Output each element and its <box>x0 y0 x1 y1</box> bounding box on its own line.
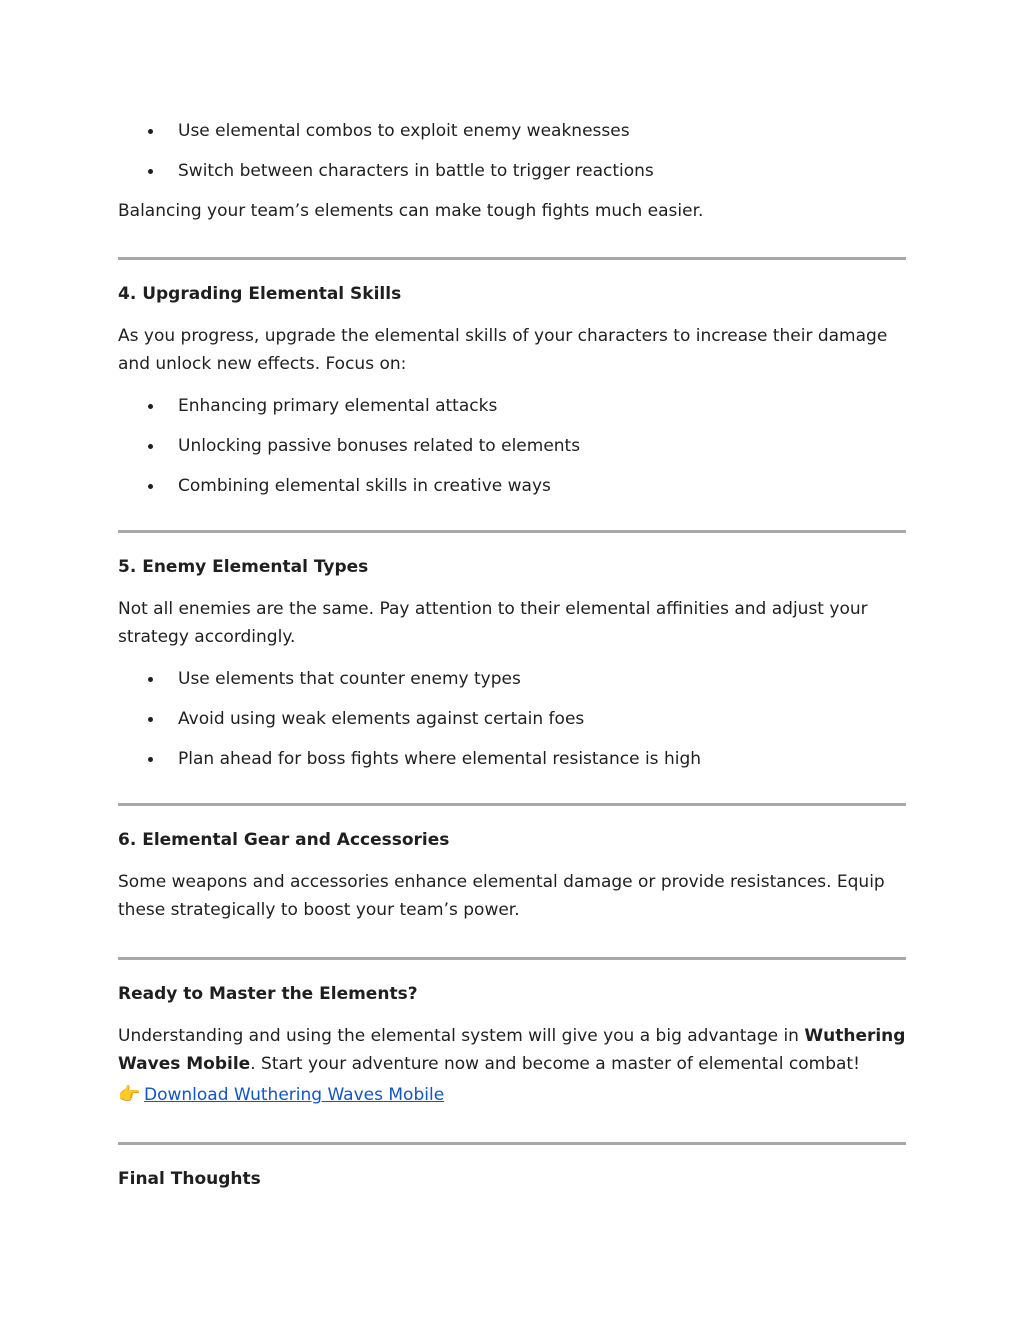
section-paragraph: Some weapons and accessories enhance elemental damage or provide resistances. Equip these strategically to boost your team’s power. <box>118 872 885 920</box>
section-heading: 6. Elemental Gear and Accessories <box>118 830 450 850</box>
section4-bullet-list <box>118 392 906 512</box>
download-link[interactable]: Download Wuthering Waves Mobile <box>144 1085 445 1105</box>
list-item-text: Enhancing primary elemental attacks <box>178 396 498 416</box>
list-item <box>118 705 906 745</box>
bullet-icon <box>148 677 153 682</box>
list-item <box>118 665 906 705</box>
section-paragraph: As you progress, upgrade the elemental skills of your characters to increase their damage and unlock new effects. Focus on: <box>118 326 888 374</box>
list-item-text: Switch between characters in battle to trigger reactions <box>178 161 654 181</box>
cta-text-end: . Start your adventure now and become a master of elemental combat! <box>250 1054 860 1074</box>
bullet-icon <box>148 484 153 489</box>
cta-paragraph <box>118 1022 906 1078</box>
final-heading: Final Thoughts <box>118 1169 261 1189</box>
list-item-text: Combining elemental skills in creative ways <box>178 476 551 496</box>
pointing-hand-icon: 👉 <box>118 1084 141 1105</box>
divider <box>118 957 906 960</box>
list-item <box>118 472 906 512</box>
section-heading: 5. Enemy Elemental Types <box>118 557 369 577</box>
section-paragraph: Not all enemies are the same. Pay attention to their elemental affinities and adjust your strategy accordingly. <box>118 599 868 647</box>
section5-bullet-list <box>118 665 906 785</box>
divider <box>118 1142 906 1145</box>
bullet-icon <box>148 129 153 134</box>
divider <box>118 803 906 806</box>
list-item-text: Use elemental combos to exploit enemy weaknesses <box>178 121 630 141</box>
divider <box>118 530 906 533</box>
section-heading: 4. Upgrading Elemental Skills <box>118 284 402 304</box>
list-item <box>118 117 906 157</box>
game-name: Wuthering Waves Mobile <box>118 1026 906 1074</box>
bullet-icon <box>148 169 153 174</box>
divider <box>118 257 906 260</box>
list-item <box>118 157 906 197</box>
list-item-text: Unlocking passive bonuses related to elements <box>178 436 581 456</box>
cta-heading: Ready to Master the Elements? <box>118 984 418 1004</box>
top-closing-paragraph: Balancing your team’s elements can make tough fights much easier. <box>118 201 704 221</box>
bullet-icon <box>148 404 153 409</box>
top-bullet-list <box>118 117 906 197</box>
list-item-text: Use elements that counter enemy types <box>178 669 521 689</box>
download-line <box>118 1081 906 1109</box>
bullet-icon <box>148 757 153 762</box>
list-item-text: Plan ahead for boss fights where elemental resistance is high <box>178 749 702 769</box>
list-item <box>118 392 906 432</box>
bullet-icon <box>148 717 153 722</box>
list-item-text: Avoid using weak elements against certain foes <box>178 709 585 729</box>
list-item <box>118 745 906 785</box>
bullet-icon <box>148 444 153 449</box>
cta-text-start: Understanding and using the elemental system will give you a big advantage in <box>118 1026 805 1046</box>
list-item <box>118 432 906 472</box>
